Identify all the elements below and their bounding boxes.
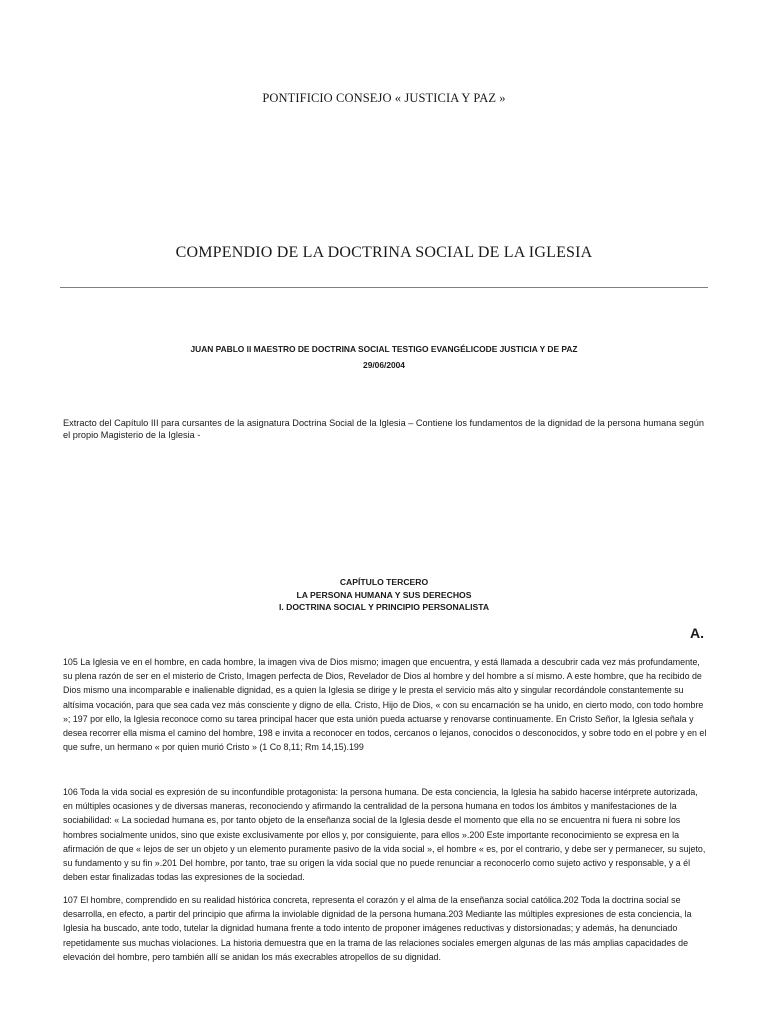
- subtitle-author-line: JUAN PABLO II MAESTRO DE DOCTRINA SOCIAL TESTIGO EVANGÉLICODE JUSTICIA Y DE PAZ: [190, 344, 578, 354]
- subtitle-date: 29/06/2004: [363, 360, 405, 370]
- chapter-title: LA PERSONA HUMANA Y SUS DERECHOS: [296, 589, 472, 600]
- council-name: PONTIFICIO CONSEJO « JUSTICIA Y PAZ »: [262, 91, 506, 105]
- document-title: COMPENDIO DE LA DOCTRINA SOCIAL DE LA IGLESIA: [175, 244, 593, 261]
- paragraph-106: 106 Toda la vida social es expresión de su inconfundible protagonista: la persona humana. De esta conciencia, la Iglesia ha sabido hacerse intérprete autorizada, en múltiples ocasiones y de diversas maneras, reconociendo y afirmando la centralidad de la persona humana en todos los ámbitos y manifestaciones de la sociabilidad: « La sociedad humana es, por tanto objeto de la enseñanza social de la Iglesia desde el momento que ella no se encuentra ni fuera ni sobre los hombres socialmente unidos, sino que existe exclusivamente por ellos y, por consiguiente, para ellos ».200 Este importante reconocimiento se expresa en la afirmación de que « lejos de ser un objeto y un elemento puramente pasivo de la vida social », el hombre « es, por el contrario, y debe ser y permanecer, su sujeto, su fundamento y su fin ».201 Del hombre, por tanto, trae su origen la vida social que no puede renunciar a reconocerlo como sujeto activo y responsable, y a él deben estar finalizadas todas las expresiones de la sociedad.: [63, 787, 706, 883]
- paragraph-105: 105 La Iglesia ve en el hombre, en cada hombre, la imagen viva de Dios mismo; imagen que encuentra, y está llamada a descubrir cada vez más profundamente, su plena razón de ser en el misterio de Cristo, Imagen perfecta de Dios, Revelador de Dios al hombre y del hombre a sí mismo. A este hombre, que ha recibido de Dios mismo una incomparable e inalienable dignidad, es a quien la Iglesia se dirige y le presta el servicio más alto y singular recordándole constantemente su altísima vocación, para que sea cada vez más consciente y digno de ella. Cristo, Hijo de Dios, « con su encarnación se ha unido, en cierto modo, con todo hombre »; 197 por ello, la Iglesia reconoce como su tarea principal hacer que esta unión pueda actuarse y renovarse continuamente. En Cristo Señor, la Iglesia señala y desea recorrer ella misma el camino del hombre, 198 e invita a reconocer en todos, cercanos o lejanos, conocidos o desconocidos, y sobre todo en el pobre y en el que sufre, un hermano « por quien murió Cristo » (1 Co 8,11; Rm 14,15).199: [63, 657, 707, 753]
- title-divider: [60, 287, 708, 288]
- chapter-heading: [0, 576, 768, 614]
- section-letter: A.: [690, 625, 704, 641]
- section-title: I. DOCTRINA SOCIAL Y PRINCIPIO PERSONALISTA: [278, 602, 490, 612]
- chapter-number: CAPÍTULO TERCERO: [339, 577, 429, 587]
- paragraph-107: 107 El hombre, comprendido en su realidad histórica concreta, representa el corazón y el alma de la enseñanza social católica.202 Toda la doctrina social se desarrolla, en efecto, a partir del principio que afirma la inviolable dignidad de la persona humana.203 Mediante las múltiples expresiones de esta conciencia, la Iglesia ha buscado, ante todo, tutelar la dignidad humana frente a todo intento de proponer imágenes reductivas y distorsionadas; y además, ha denunciado repetidamente sus muchas violaciones. La historia demuestra que en la trama de las relaciones sociales emergen algunas de las más amplias capacidades de elevación del hombre, pero también allí se anidan los más execrables atropellos de su dignidad.: [63, 895, 692, 962]
- intro-paragraph: Extracto del Capítulo III para cursantes de la asignatura Doctrina Social de la Iglesia – Contiene los fundamentos de la dignidad de la persona humana según el propio Magisterio de la Iglesia -: [63, 418, 704, 440]
- document-subtitle: [0, 341, 768, 373]
